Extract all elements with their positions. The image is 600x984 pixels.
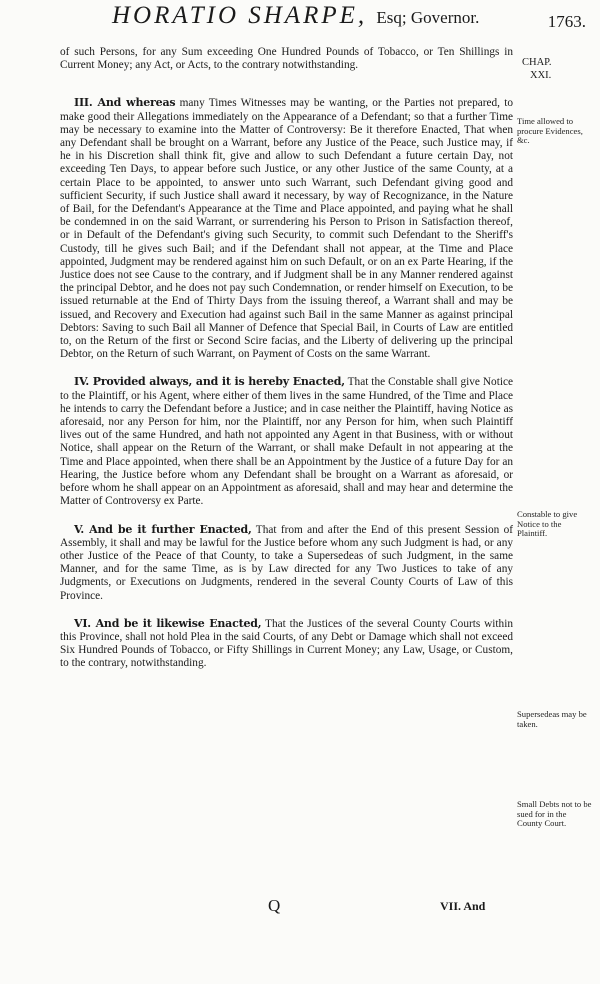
paragraph-continuation [60,46,513,72]
signature-mark: Q [268,896,281,915]
section-lead: IV. Provided always, and it is hereby Enacted, [74,375,345,389]
section-lead: III. And whereas [74,96,176,110]
page-year: 1763. [547,12,586,31]
chapter-label: CHAP. [522,57,552,68]
margin-note-constable: Constable to give Notice to the Plaintiff. [517,509,578,539]
running-title-suffix: Esq; Governor. [376,8,480,27]
running-title-name: HORATIO SHARPE, [112,2,368,29]
paragraph-text: That from and after the End of this present Session of Assembly, it shall and may be lawful for the Justice before whom any such Judgment is had, or any other Justice of the Peace of that County, to take a Supersedeas of such Judgment, in the same Manner, and for the same Time, as is by Law directed for any Two Justices to take of any Judgments, or Executions on Judgments, rendered in the several County Courts of Law of this Province. [60,523,513,602]
paragraph-text: many Times Witnesses may be wanting, or the Parties not prepared, to make good their Allegations immediately on the Appearance of a Defendant; so that a further Time may be necessary to examine into the Matter of Controversy: Be it therefore Enacted, That when any Defendant shall be brought on a Warrant, before any Justice of the Peace, such Justice may, if he in his Discretion shall think fit, give and allow to such Defendant a future certain Day, not exceeding Ten Days, to appear before such Justice, or any other Justice of the same County, at a certain Place to be appointed, to answer unto such Warrant, such Defendant giving good and sufficient Security, if such Justice shall award it necessary, by way of Recognizance, in the Nature of Bail, for the Defendant's Appearance at the Time and Place appointed, and paying what he shall be condemned in on the said Warrant, or surrendering his Person to Prison in Satisfaction thereof, or in Default of the Defendant's giving such Security, to commit such Defendant to the Sheriff's Custody, till he gives such Bail; and if the Defendant shall not appear, at the Time and Place appointed, Judgment may be rendered against him on such Default, or on an ex Parte Hearing, if the Justice does not see Cause to the contrary, and if Judgment shall be in any Manner rendered against the principal Debtor, and he does not pay such Condemnation, or render himself on Execution, to be issued returnable at the End of Thirty Days from the issuing thereof, a Warrant shall and may be issued, and Recovery and Execution had against such Bail in the same Manner as against principal Debtors: Saving to such Bail all Manner of Defence that Special Bail, in Courts of Law are entitled to, on the Return of the first or Second Scire facias, and the Liberty of delivering up the principal Debtor, on the Return of such Warrant, on Payment of Costs on the same Warrant. [60,97,514,361]
running-title [112,2,479,30]
chapter-note [522,56,592,82]
chapter-number: XXI. [530,70,552,81]
section-lead: V. And be it further Enacted, [74,522,252,536]
paragraph-section-6 [60,617,513,671]
paragraph-text: That the Constable shall give Notice to the Plaintiff, or his Agent, where either of them lives in the same Hundred, of the Time and Place he intends to carry the Defendant before a Justice; and in case neither the Plaintiff, having Notice as aforesaid, nor any Person for him, nor the Plaintiff, nor any Person for him, when such Plaintiff lives out of the same Hundred, and hath not appointed any Agent in that Business, with or without Notice, shall appear on the Return of the Warrant, or shall make Default in not appearing at the Time and Place appointed, when there shall be an Appointment by the Justice of a future Day for an Hearing, the Justice before whom any Defendant shall be brought on a Warrant as aforesaid, or before whom he shall appear on an Appointment as aforesaid, shall and may hear and determine the Matter of Controversy ex Parte. [60,376,514,508]
paragraph-section-3 [60,96,513,361]
margin-note-evidences: Time allowed to procure Evidences, &c. [517,116,583,146]
paragraph-section-5 [60,523,513,603]
paragraph-text: of such Persons, for any Sum exceeding One Hundred Pounds of Tobacco, or Ten Shillings in Current Money; any Act, or Acts, to the contrary notwithstanding. [60,46,513,72]
catchword: VII. And [440,899,486,913]
running-header [86,2,586,36]
margin-note-supersedeas: Supersedeas may be taken. [517,709,587,729]
margin-note-small-debts: Small Debts not to be sued for in the County Court. [517,799,592,829]
paragraph-section-4 [60,375,513,508]
paragraph-text: That the Justices of the several County Courts within this Province, shall not hold Plea in the said Courts, of any Debt or Damage which shall not exceed Six Hundred Pounds of Tobacco, or Fifty Shillings in Current Money; any Law, Usage, or Custom, to the contrary, notwithstanding. [60,617,513,670]
body-text [60,46,513,685]
section-lead: VI. And be it likewise Enacted, [74,616,262,630]
